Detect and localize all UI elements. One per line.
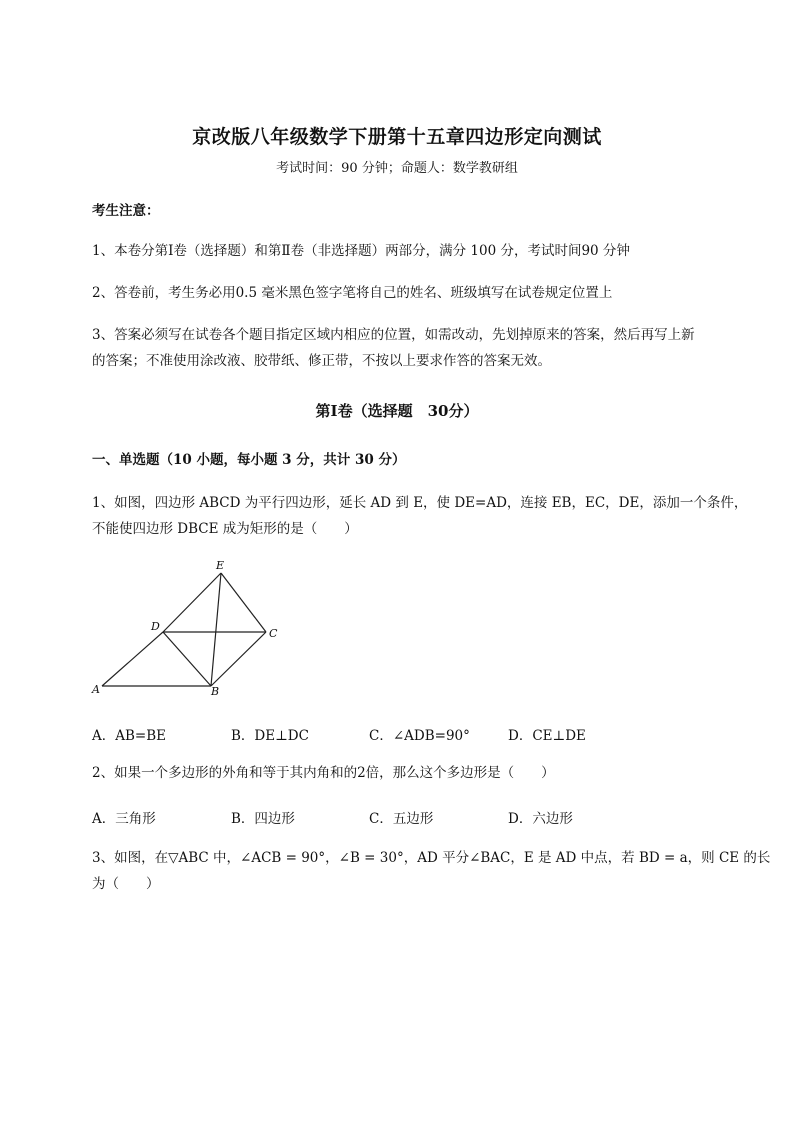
label-a: A <box>92 683 100 696</box>
segment-de <box>163 573 221 632</box>
question-1-option-b: B．DE⊥DC <box>231 728 309 744</box>
page-title: 京改版八年级数学下册第十五章四边形定向测试 <box>192 126 602 148</box>
notice-item-1: 1、本卷分第Ⅰ卷（选择题）和第Ⅱ卷（非选择题）两部分，满分 100 分，考试时间90 分钟 <box>92 243 630 259</box>
section-title: 第Ⅰ卷（选择题 30分） <box>315 402 479 420</box>
question-2-option-d: D．六边形 <box>508 811 573 827</box>
notice-item-3: 3、答案必须写在试卷各个题目指定区域内相应的位置，如需改动，先划掉原来的答案，然后再写上新 <box>92 327 695 343</box>
question-3-line-2: 为（ ） <box>92 876 160 892</box>
question-1-line-1: 1、如图，四边形 ABCD 为平行四边形，延长 AD 到 E，使 DE=AD，连接 EB，EC，DE，添加一个条件， <box>92 495 748 511</box>
label-c: C <box>269 627 278 640</box>
segment-bc <box>211 632 266 686</box>
label-e: E <box>216 559 225 572</box>
notice-heading: 考生注意： <box>92 203 160 219</box>
question-2-line-1: 2、如果一个多边形的外角和等于其内角和的2倍，那么这个多边形是（ ） <box>92 765 555 781</box>
part-title: 一、单选题（10 小题，每小题 3 分，共计 30 分） <box>92 452 406 468</box>
notice-item-3-cont: 的答案；不准使用涂改液、胶带纸、修正带，不按以上要求作答的答案无效。 <box>92 353 551 369</box>
question-1-figure <box>86 558 296 700</box>
label-d: D <box>151 620 160 633</box>
segment-db <box>163 632 211 686</box>
question-2-option-a: A．三角形 <box>92 811 156 827</box>
segment-eb <box>211 573 221 686</box>
label-b: B <box>211 685 220 698</box>
notice-item-2: 2、答卷前，考生务必用0.5 毫米黑色签字笔将自己的姓名、班级填写在试卷规定位置上 <box>92 285 613 301</box>
question-1-line-2: 不能使四边形 DBCE 成为矩形的是（ ） <box>92 521 358 537</box>
question-3-line-1: 3、如图，在▽ABC 中，∠ACB = 90°，∠B = 30°，AD 平分∠BAC，E 是 AD 中点，若 BD = a，则 CE 的长 <box>92 850 771 866</box>
question-1-option-d: D．CE⊥DE <box>508 728 586 744</box>
exam-info: 考试时间：90 分钟；命题人：数学教研组 <box>276 161 518 176</box>
question-1-option-c: C．∠ADB=90° <box>369 728 470 744</box>
segment-ec <box>221 573 266 632</box>
question-2-option-c: C．五边形 <box>369 811 434 827</box>
question-2-option-b: B．四边形 <box>231 811 295 827</box>
question-1-option-a: A．AB=BE <box>92 728 167 744</box>
segment-ad <box>102 632 163 686</box>
